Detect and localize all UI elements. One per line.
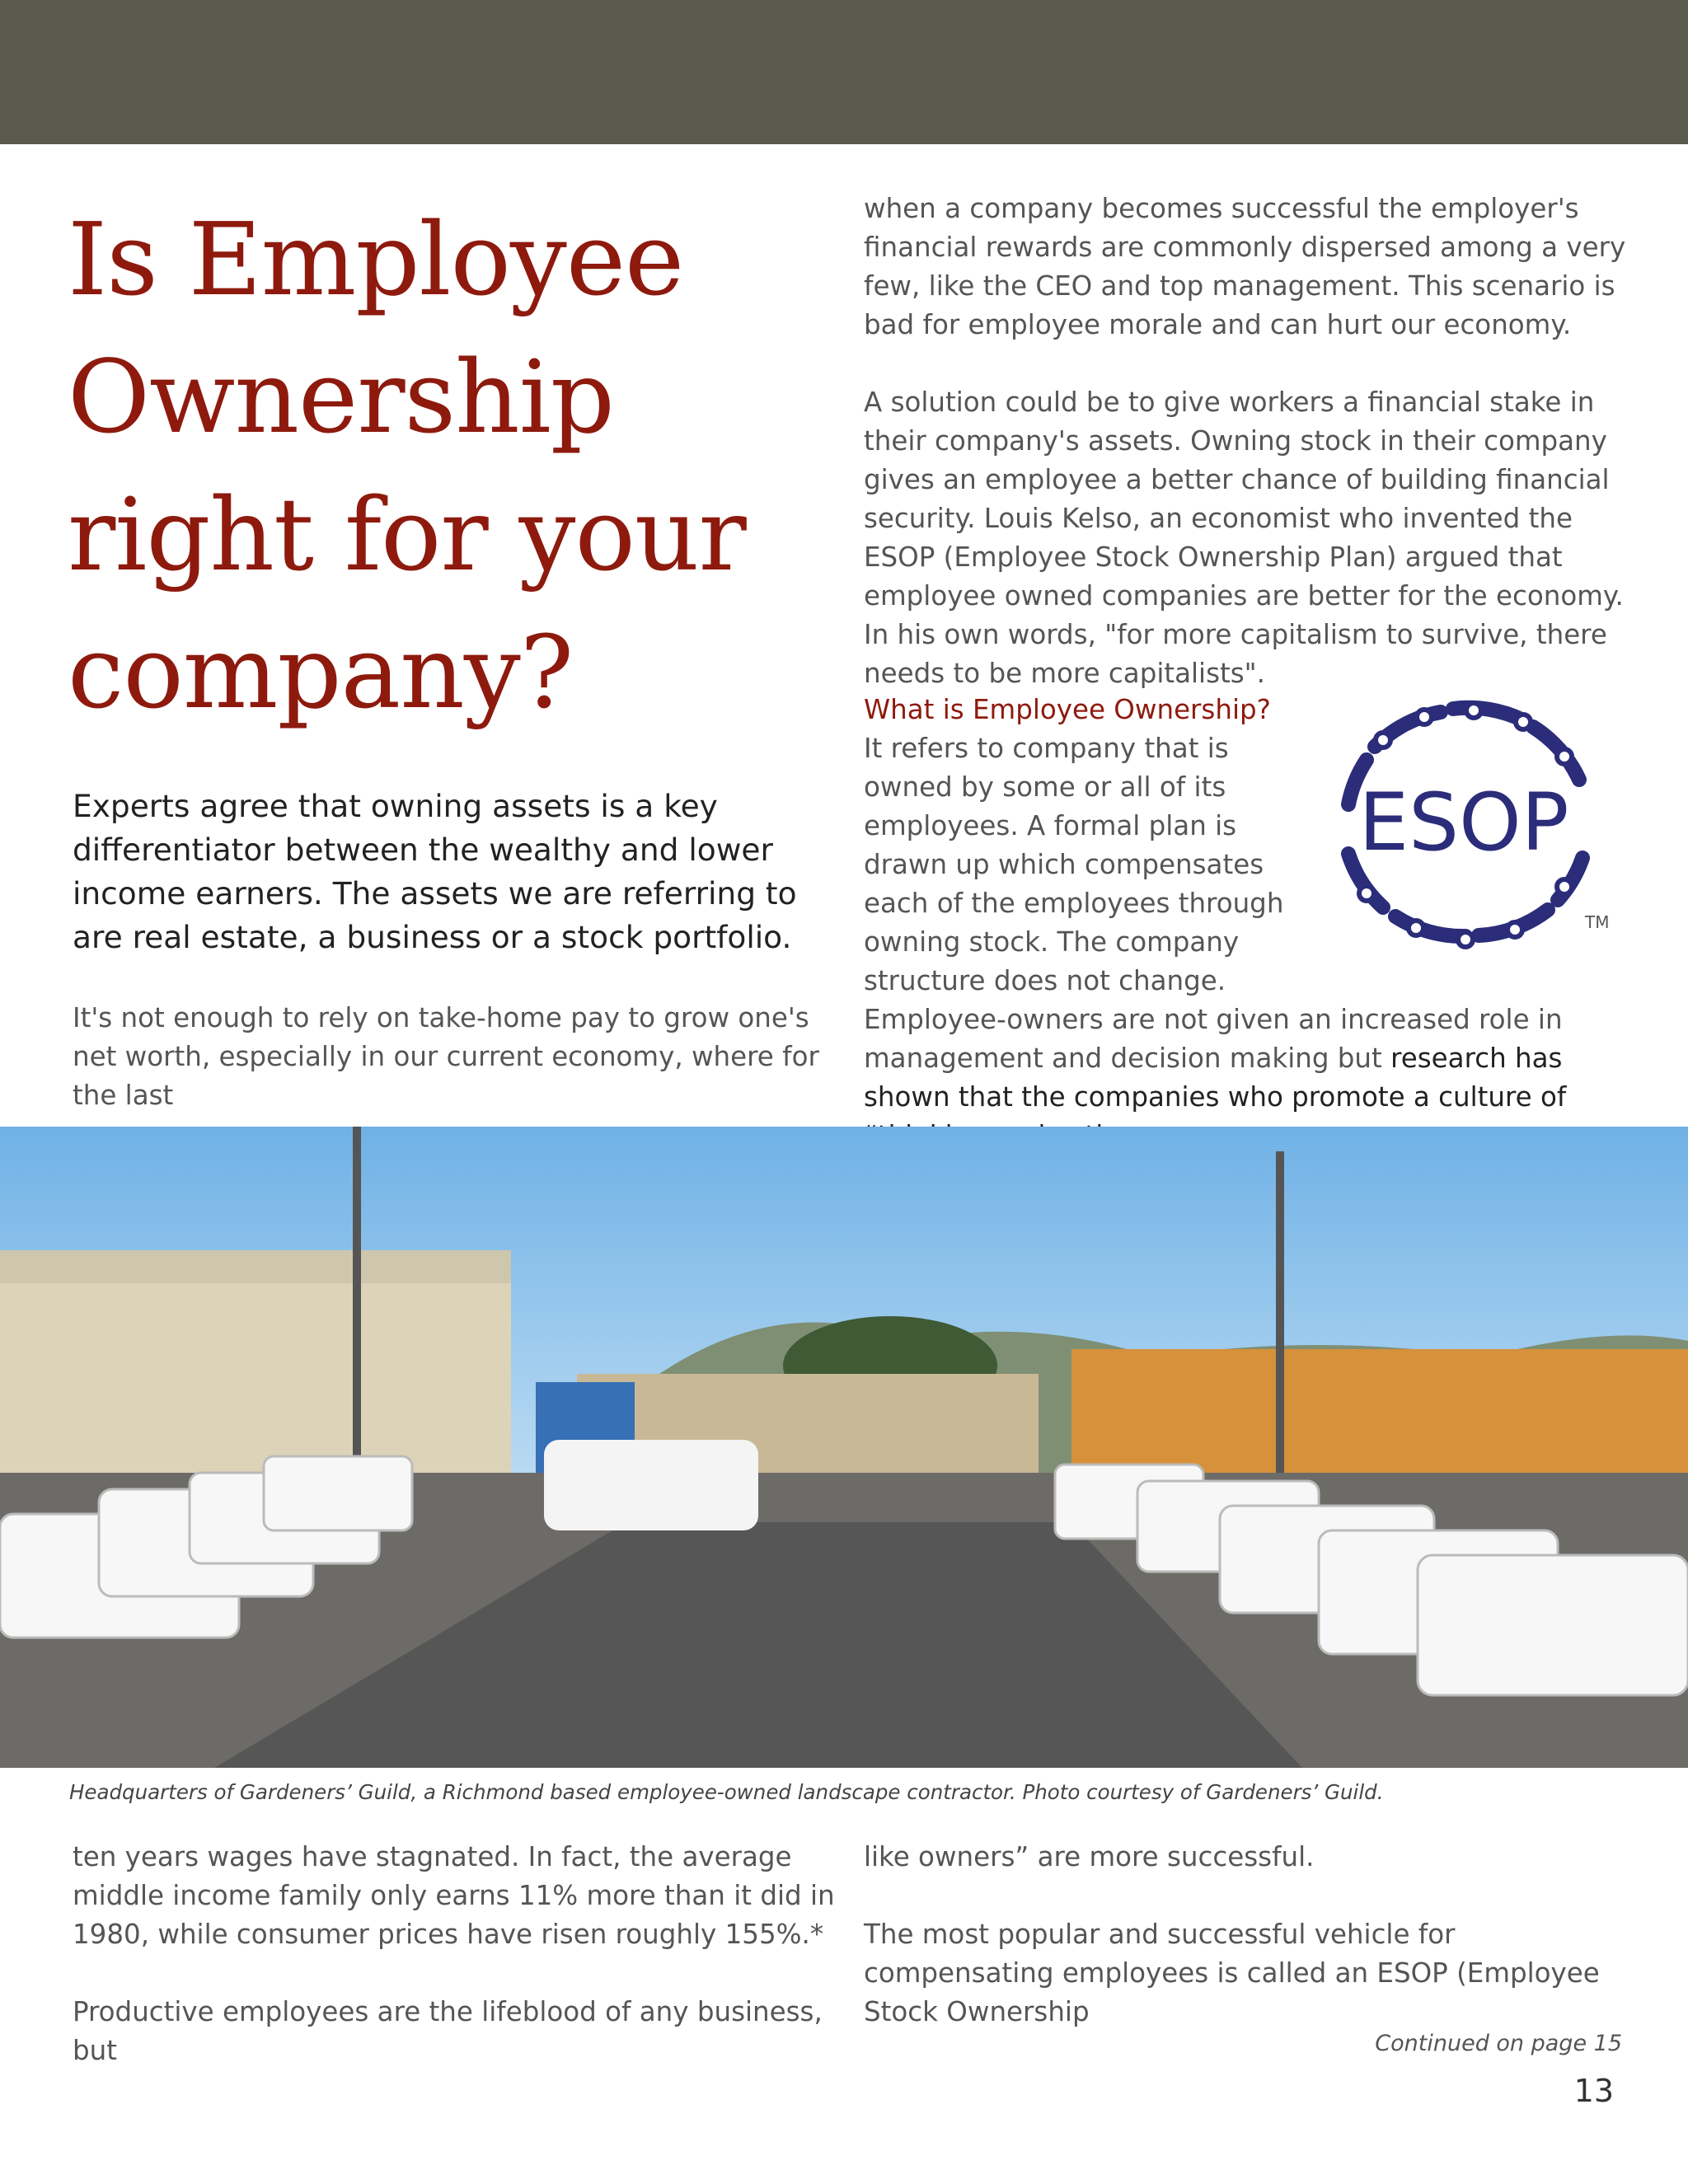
headline-line-2: Ownership bbox=[68, 339, 614, 456]
van bbox=[544, 1440, 758, 1530]
esop-logo-text: ESOP bbox=[1358, 776, 1569, 869]
body-paragraph: when a company becomes successful the employer's financial rewards are commonly dispersed among a very few, like the CEO and top management. This scenario is bad for employee morale and can hurt our economy. bbox=[864, 193, 1626, 340]
headline-line-1: Is Employee bbox=[68, 201, 684, 318]
headquarters-photo bbox=[0, 1127, 1688, 1768]
body-paragraph-col1-top: It's not enough to rely on take-home pay to grow one's net worth, especially in our current economy, where for the last bbox=[73, 1002, 819, 1111]
page-number: 13 bbox=[1573, 2073, 1614, 2109]
trademark-mark: TM bbox=[1585, 912, 1610, 932]
definition-text: It refers to company that is owned by some or all of its employees. A formal plan is drawn up which compensates each of the employees through owning stock. The company structure does not change. bbox=[864, 733, 1284, 996]
building-left-roof bbox=[0, 1250, 511, 1283]
headline-line-3: right for your bbox=[68, 476, 746, 593]
definition-text-b: research has shown that the companies who promote a culture of bbox=[864, 1043, 1567, 1113]
ring-node bbox=[1557, 749, 1572, 764]
esop-logo bbox=[1317, 689, 1615, 959]
continued-note: Continued on page 15 bbox=[1375, 2031, 1622, 2056]
body-paragraph: Productive employees are the lifeblood of any business, but bbox=[73, 1996, 823, 2066]
truck bbox=[264, 1456, 412, 1530]
headline-line-4: company? bbox=[68, 614, 574, 731]
definition-text-a: Employee-owners are not given an increased role in management and decision making but bbox=[864, 1004, 1563, 1074]
body-paragraph: The most popular and successful vehicle for compensating employees is called an ESOP (Employee Stock Ownership bbox=[864, 1919, 1600, 2027]
photo-caption: Headquarters of Gardeners’ Guild, a Richmond based employee-owned landscape contractor. Photo courtesy of Gardeners’ Guild. bbox=[69, 1780, 1384, 1804]
column-2-top bbox=[864, 190, 1639, 732]
body-paragraph: A solution could be to give workers a financial stake in their company's assets. Owning stock in their company gives an employee a better chance of building financial security. Louis Kelso, an economist who invented the ESOP (Employee Stock Ownership Plan) argued that employee owned companies are better for the economy. In his own words, "for more capitalism to survive, there needs to be more capitalists". bbox=[864, 387, 1624, 689]
header-bar bbox=[0, 0, 1688, 144]
column-1-bottom bbox=[73, 1838, 847, 2109]
light-pole bbox=[1276, 1151, 1284, 1514]
intro-paragraph: Experts agree that owning assets is a key differentiator between the wealthy and lower income earners. The assets we are referring to are real estate, a business or a stock portfolio. bbox=[73, 788, 797, 955]
section-subhead: What is Employee Ownership? bbox=[864, 694, 1271, 725]
ring-node bbox=[1359, 886, 1374, 901]
ring-node bbox=[1516, 715, 1531, 729]
ring-node bbox=[1458, 932, 1473, 947]
truck bbox=[1418, 1555, 1688, 1695]
ring-node bbox=[1466, 703, 1481, 718]
ring-node bbox=[1409, 921, 1423, 935]
body-paragraph: ten years wages have stagnated. In fact, the average middle income family only earns 11% more than it did in 1980, while consumer prices have risen roughly 155%.* bbox=[73, 1841, 835, 1950]
ring-node bbox=[1507, 922, 1522, 937]
article-headline bbox=[68, 191, 809, 742]
ring-node bbox=[1417, 710, 1432, 724]
body-paragraph: like owners” are more successful. bbox=[864, 1841, 1315, 1872]
ring-segment bbox=[1453, 708, 1523, 720]
ring-node bbox=[1376, 733, 1390, 748]
ring-node bbox=[1557, 879, 1572, 894]
ring-segment bbox=[1395, 916, 1465, 936]
